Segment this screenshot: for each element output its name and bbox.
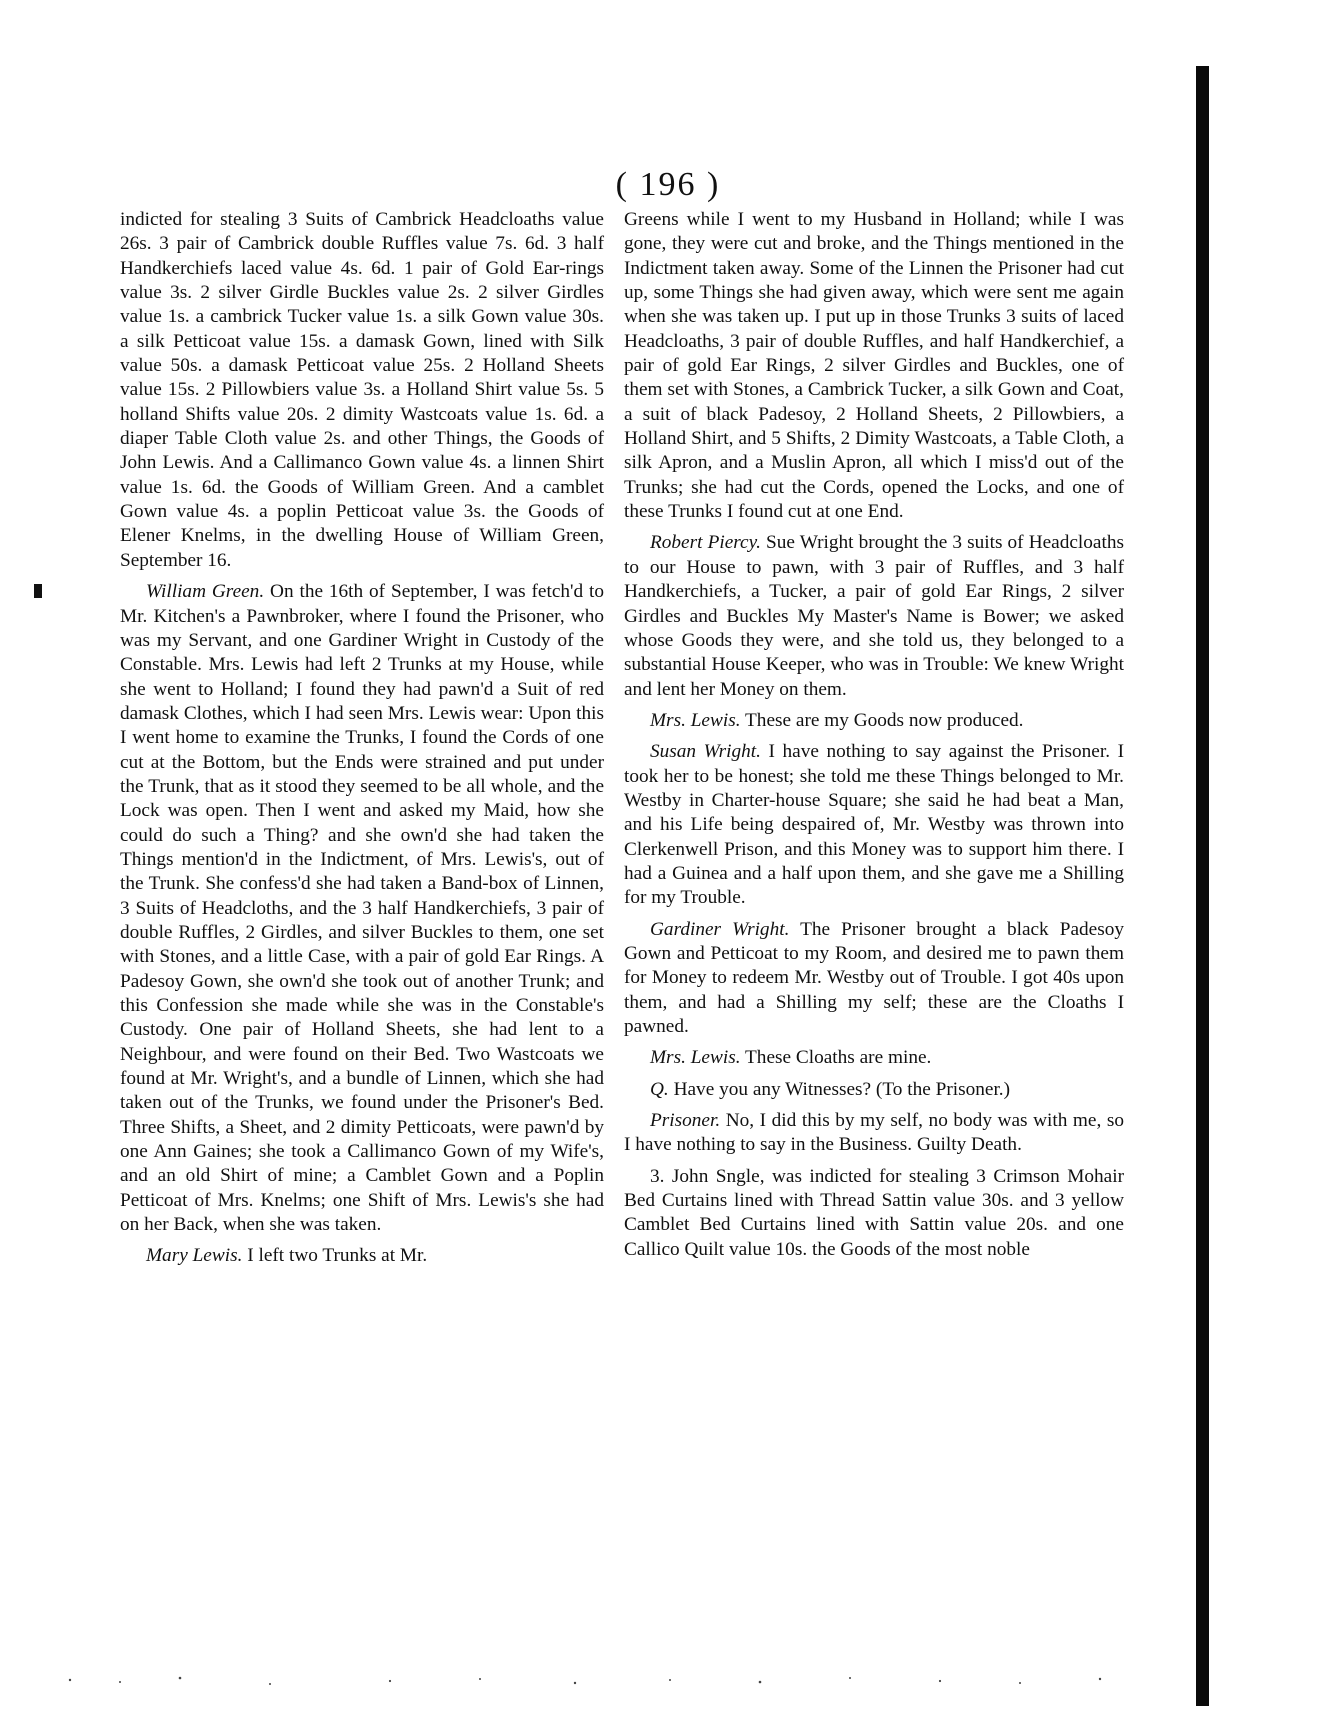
right-paragraph bbox=[624, 740, 1124, 910]
left-paragraph bbox=[120, 1244, 604, 1268]
speaker-name: Mary Lewis. bbox=[146, 1245, 243, 1267]
page-number: ( 196 ) bbox=[615, 166, 721, 203]
right-paragraph bbox=[624, 208, 1124, 524]
scan-edge-bar bbox=[1196, 66, 1209, 1706]
paragraph-text: I have nothing to say against the Prisoner. I took her to be honest; she told me these Things belonged to Mr. Westby in Charter-house Square; she said he had beat a Man, and his Life being despaired of, Mr. Westby was thrown into Clerkenwell Prison, and this Money was to support him there. I had a Guinea and a half upon them, and she gave me a Shilling for my Trouble. bbox=[624, 741, 1125, 909]
right-paragraph bbox=[624, 709, 1124, 733]
paragraph-text: I left two Trunks at Mr. bbox=[247, 1245, 428, 1267]
right-paragraph bbox=[624, 1109, 1124, 1158]
right-paragraph bbox=[624, 918, 1124, 1040]
scan-noise bbox=[60, 1640, 1180, 1700]
paragraph-text: Have you any Witnesses? (To the Prisoner.) bbox=[673, 1078, 1011, 1100]
right-paragraph bbox=[624, 1165, 1124, 1262]
speaker-name: Gardiner Wright. bbox=[650, 918, 790, 940]
left-column bbox=[120, 208, 604, 1276]
left-paragraph bbox=[120, 208, 604, 573]
margin-mark bbox=[34, 584, 42, 598]
speaker-name: William Green. bbox=[146, 581, 265, 603]
speaker-name: Susan Wright. bbox=[650, 741, 761, 763]
paragraph-text: On the 16th of September, I was fetch'd to Mr. Kitchen's a Pawnbroker, where I found the Prisoner, who was my Servant, and one Gardiner Wright in Custody of the Constable. Mrs. Lewis had left 2 Trunks at my House, while she went to Holland; I found they had pawn'd a Suit of red damask Clothes, which I had seen Mrs. Lewis wear: Upon this I went home to examine the Trunks, I found the Cords of one cut at the Bottom, but the Ends were strained and put under the Trunk, that as it stood they seemed to be all whole, and the Lock was open. Then I went and asked my Maid, how she could do such a Thing? and she own'd she had taken the Things mention'd in the Indictment, of Mrs. Lewis's, out of the Trunk. She confess'd she had taken a Band-box of Linnen, 3 Suits of Headcloths, and the 3 half Handkerchiefs, 3 pair of double Ruffles, 2 Girdles, and silver Buckles to them, one set with Stones, and a little Case, with a pair of gold Ear Rings. A Padesoy Gown, she own'd she took out of another Trunk; and this Confession she made while she was in the Constable's Custody. One pair of Holland Sheets, she had lent to a Neighbour, and were found on their Bed. Two Wastcoats we found at Mr. Wright's, and a bundle of Linnen, which she had taken out of the Trunks, we found under the Prisoner's Bed. Three Shifts, a Sheet, and 2 dimity Petticoats, were pawn'd by one Ann Gaines; she took a Callimanco Gown of my Wife's, and an old Shirt of mine; a Camblet Gown and a Poplin Petticoat of Mrs. Knelms; one Shift of Mrs. Lewis's she had on her Back, when she was taken. bbox=[120, 581, 604, 1236]
speaker-name: Prisoner. bbox=[650, 1110, 721, 1132]
speaker-name: Mrs. Lewis. bbox=[650, 1047, 741, 1069]
speaker-name: Mrs. Lewis. bbox=[650, 709, 741, 731]
paragraph-text: Sue Wright brought the 3 suits of Headcloaths to our House to pawn, with 3 pair of Ruffles, and 3 half Handkerchiefs, a Tucker, a pair of gold Ear Rings, 2 silver Girdles and Buckles My Master's Name is Bower; we asked whose Goods they were, and she told us, they belonged to a substantial House Keeper, who was in Trouble: We knew Wright and lent her Money on them. bbox=[624, 532, 1124, 700]
left-paragraph bbox=[120, 580, 604, 1237]
right-paragraph bbox=[624, 1078, 1124, 1102]
paragraph-text: Greens while I went to my Husband in Holland; while I was gone, they were cut and broke, and the Things mentioned in the Indictment taken away. Some of the Linnen the Prisoner had cut up, some Things she had given away, which were sent me again when she was taken up. I put up in those Trunks 3 suits of laced Headcloaths, 3 pair of double Ruffles, and half Handkerchief, a pair of gold Ear Rings, 2 silver Girdles and Buckles, one of them set with Stones, a Cambrick Tucker, a silk Gown and Coat, a suit of black Padesoy, 2 Holland Sheets, 2 Pillowbiers, a Holland Shirt, and 5 Shifts, 2 Dimity Wastcoats, a Table Cloth, a silk Apron, and a Muslin Apron, all which I miss'd out of the Trunks; she had cut the Cords, opened the Locks, and one of these Trunks I found cut at one End. bbox=[624, 209, 1124, 523]
paragraph-text: indicted for stealing 3 Suits of Cambrick Headcloaths value 26s. 3 pair of Cambrick double Ruffles value 7s. 6d. 3 half Handkerchiefs laced value 4s. 6d. 1 pair of Gold Ear-rings value 3s. 2 silver Girdle Buckles value 2s. 2 silver Girdles value 1s. a cambrick Tucker value 1s. a silk Gown value 30s. a silk Petticoat value 15s. a damask Gown, lined with Silk value 50s. a damask Petticoat value 25s. 2 Holland Sheets value 15s. 2 Pillowbiers value 3s. a Holland Shirt value 5s. 5 holland Shifts value 20s. 2 dimity Wastcoats value 1s. 6d. a diaper Table Cloth value 2s. and other Things, the Goods of John Lewis. And a Callimanco Gown value 4s. a linnen Shirt value 1s. 6d. the Goods of William Green. And a camblet Gown value 4s. a poplin Petticoat value 3s. the Goods of Elener Knelms, in the dwelling House of William Green, September 16. bbox=[120, 209, 604, 571]
speaker-name: Robert Piercy. bbox=[650, 532, 761, 554]
right-paragraph bbox=[624, 1046, 1124, 1070]
paragraph-text: No, I did this by my self, no body was with me, so I have nothing to say in the Business. Guilty Death. bbox=[624, 1110, 1124, 1156]
right-paragraph bbox=[624, 531, 1124, 701]
paragraph-text: The Prisoner brought a black Padesoy Gown and Petticoat to my Room, and desired me to pawn them for Money to redeem Mr. Westby out of Trouble. I got 40s upon them, and had a Shilling my self; these are the Cloaths I pawned. bbox=[624, 918, 1124, 1037]
speaker-name: Q. bbox=[650, 1078, 669, 1100]
paragraph-text: These Cloaths are mine. bbox=[745, 1047, 932, 1069]
right-column bbox=[624, 208, 1124, 1269]
paragraph-text: 3. John Sngle, was indicted for stealing 3 Crimson Mohair Bed Curtains lined with Thread Sattin value 30s. and 3 yellow Camblet Bed Curtains lined with Sattin value 20s. and one Callico Quilt value 10s. the Goods of the most noble bbox=[624, 1165, 1124, 1260]
paragraph-text: These are my Goods now produced. bbox=[745, 709, 1024, 731]
